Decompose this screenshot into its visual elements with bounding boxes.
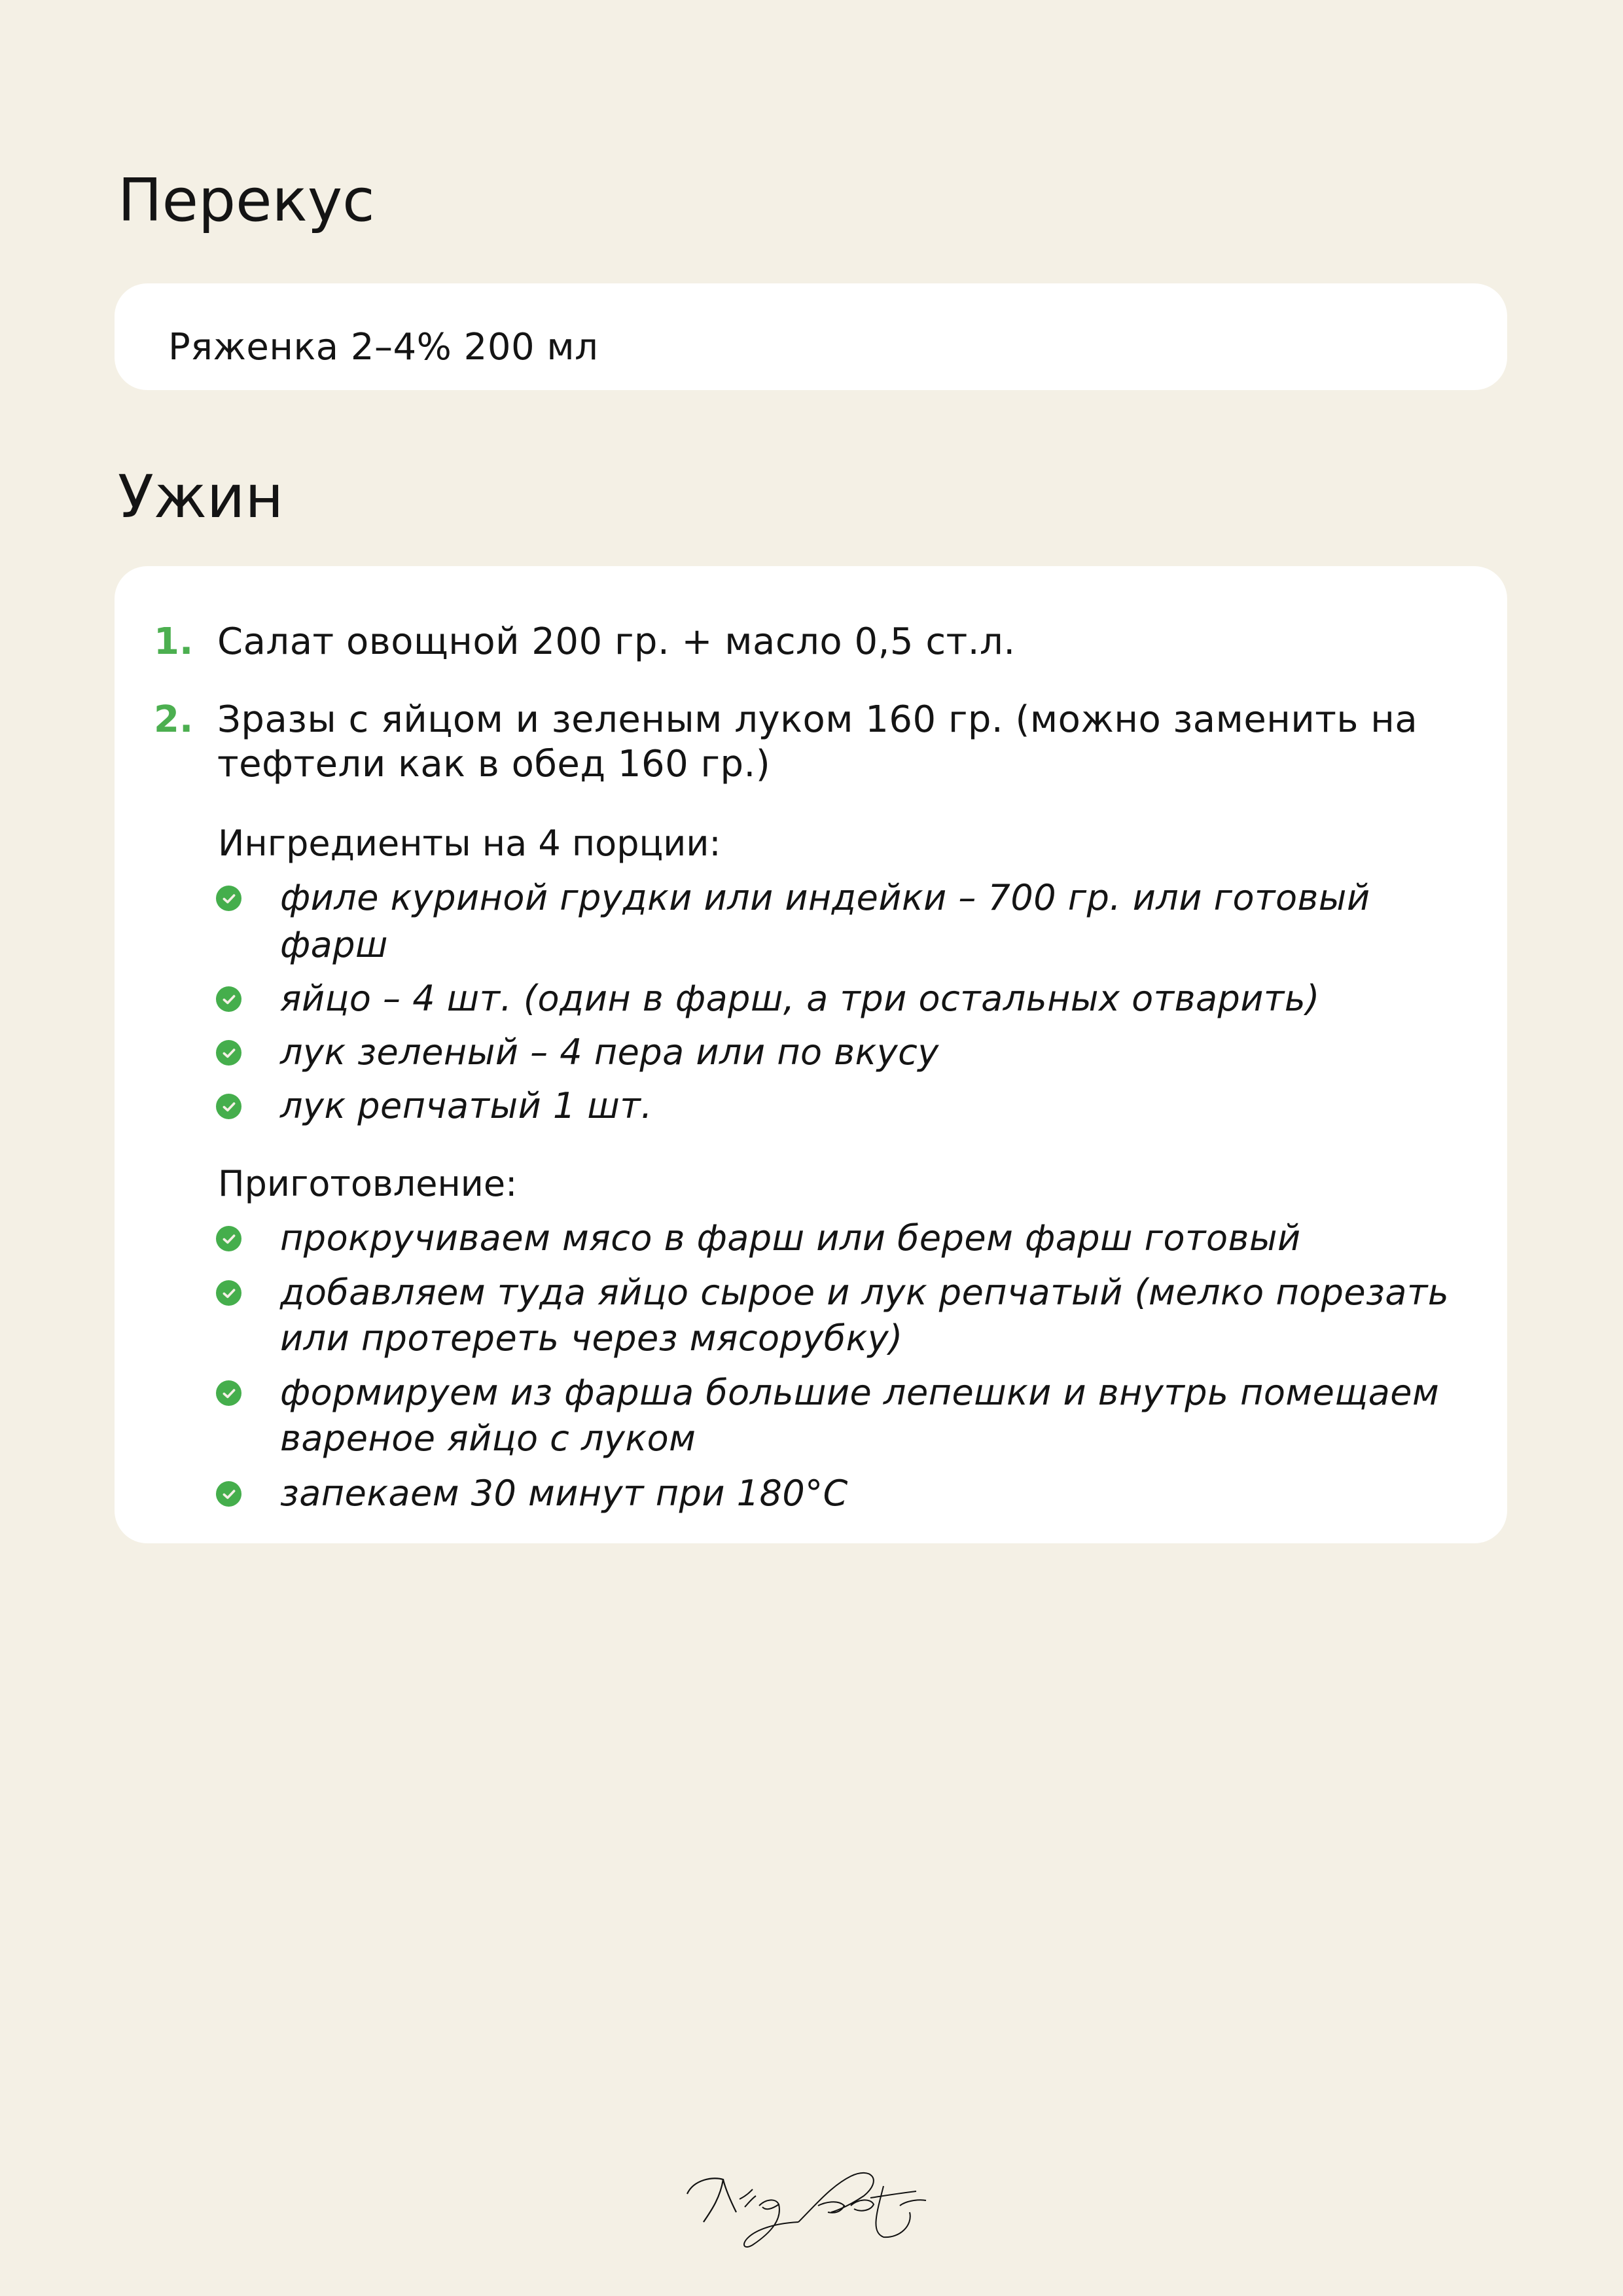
signature-logo xyxy=(674,2160,949,2265)
preparation-step-4: запекаем 30 минут при 180°C xyxy=(280,1473,848,1514)
dinner-item-2-line-2: тефтели как в обед 160 гр.) xyxy=(217,743,771,785)
ingredients-title: Ингредиенты на 4 порции: xyxy=(218,823,721,864)
signature-flourish-icon xyxy=(674,2160,949,2265)
section-title-snack: Перекус xyxy=(118,166,375,235)
list-number-1: 1. xyxy=(154,620,194,663)
dinner-item-2-line-1: Зразы с яйцом и зеленым луком 160 гр. (можно заменить на xyxy=(217,698,1418,741)
snack-item: Ряженка 2–4% 200 мл xyxy=(168,326,599,368)
ingredient-1-line-1: филе куриной грудки или индейки – 700 гр. или готовый xyxy=(280,877,1370,918)
list-number-2: 2. xyxy=(154,698,194,741)
check-circle-icon xyxy=(216,1040,241,1066)
check-circle-icon xyxy=(216,1481,241,1507)
ingredient-1-line-2: фарш xyxy=(280,924,388,965)
preparation-step-3-line-2: вареное яйцо с луком xyxy=(280,1418,696,1459)
preparation-title: Приготовление: xyxy=(218,1163,518,1204)
check-circle-icon xyxy=(216,886,241,911)
check-circle-icon xyxy=(216,1094,241,1119)
check-circle-icon xyxy=(216,1280,241,1306)
check-circle-icon xyxy=(216,986,241,1012)
snack-card xyxy=(115,283,1507,390)
preparation-step-1: прокручиваем мясо в фарш или берем фарш готовый xyxy=(280,1217,1301,1259)
section-title-dinner: Ужин xyxy=(118,463,284,531)
check-circle-icon xyxy=(216,1380,241,1406)
check-circle-icon xyxy=(216,1226,241,1251)
preparation-step-2-line-2: или протереть через мясорубку) xyxy=(280,1318,903,1359)
preparation-step-2-line-1: добавляем туда яйцо сырое и лук репчатый (мелко порезать xyxy=(280,1272,1450,1313)
ingredient-3: лук зеленый – 4 пера или по вкусу xyxy=(280,1031,939,1073)
ingredient-4: лук репчатый 1 шт. xyxy=(280,1085,652,1126)
ingredient-2: яйцо – 4 шт. (один в фарш, а три остальных отварить) xyxy=(280,978,1320,1019)
dinner-card xyxy=(115,566,1507,1543)
preparation-step-3-line-1: формируем из фарша большие лепешки и внутрь помещаем xyxy=(280,1372,1440,1413)
dinner-item-1-line-1: Салат овощной 200 гр. + масло 0,5 ст.л. xyxy=(217,620,1016,663)
